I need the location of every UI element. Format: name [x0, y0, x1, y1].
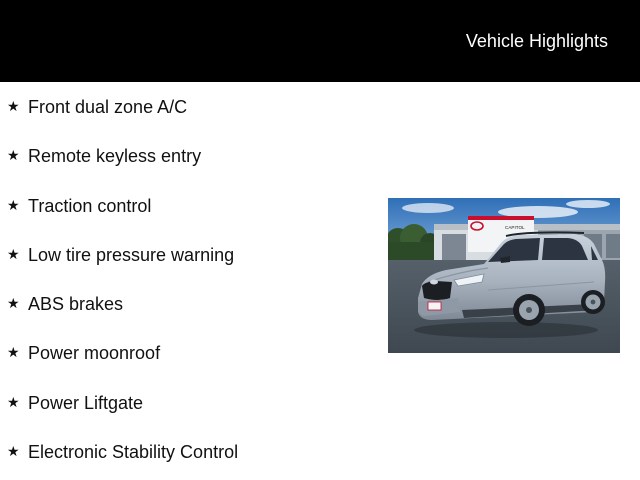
star-icon: ★ — [7, 196, 20, 213]
feature-label: Traction control — [28, 195, 152, 216]
license-plate — [428, 302, 441, 310]
feature-label: Power Liftgate — [28, 392, 144, 413]
star-icon: ★ — [7, 344, 20, 361]
list-item — [0, 242, 238, 291]
feature-label: Front dual zone A/C — [28, 97, 188, 117]
list-item — [0, 439, 238, 480]
star-icon: ★ — [7, 393, 20, 410]
list-item — [0, 340, 238, 389]
feature-label: Power moonroof — [28, 343, 161, 364]
feature-label: Electronic Stability Control — [28, 442, 239, 463]
feature-list — [0, 94, 238, 480]
dealer-sign-text: CAPITOL — [505, 225, 525, 230]
feature-label: Low tire pressure warning — [28, 244, 235, 265]
header-bar — [0, 0, 640, 82]
page-title: Vehicle Highlights — [465, 31, 608, 51]
list-item — [0, 390, 238, 439]
list-item — [0, 143, 238, 192]
vehicle-photo-svg — [388, 198, 620, 353]
star-icon: ★ — [7, 443, 20, 460]
star-icon: ★ — [7, 98, 20, 114]
list-item — [0, 193, 238, 242]
vehicle-photo — [388, 198, 620, 353]
feature-label: ABS brakes — [28, 294, 124, 315]
list-item — [0, 291, 238, 340]
star-icon: ★ — [7, 147, 20, 164]
list-item — [0, 94, 238, 143]
star-icon: ★ — [7, 245, 20, 262]
star-icon: ★ — [7, 295, 20, 312]
feature-label: Remote keyless entry — [28, 146, 202, 167]
